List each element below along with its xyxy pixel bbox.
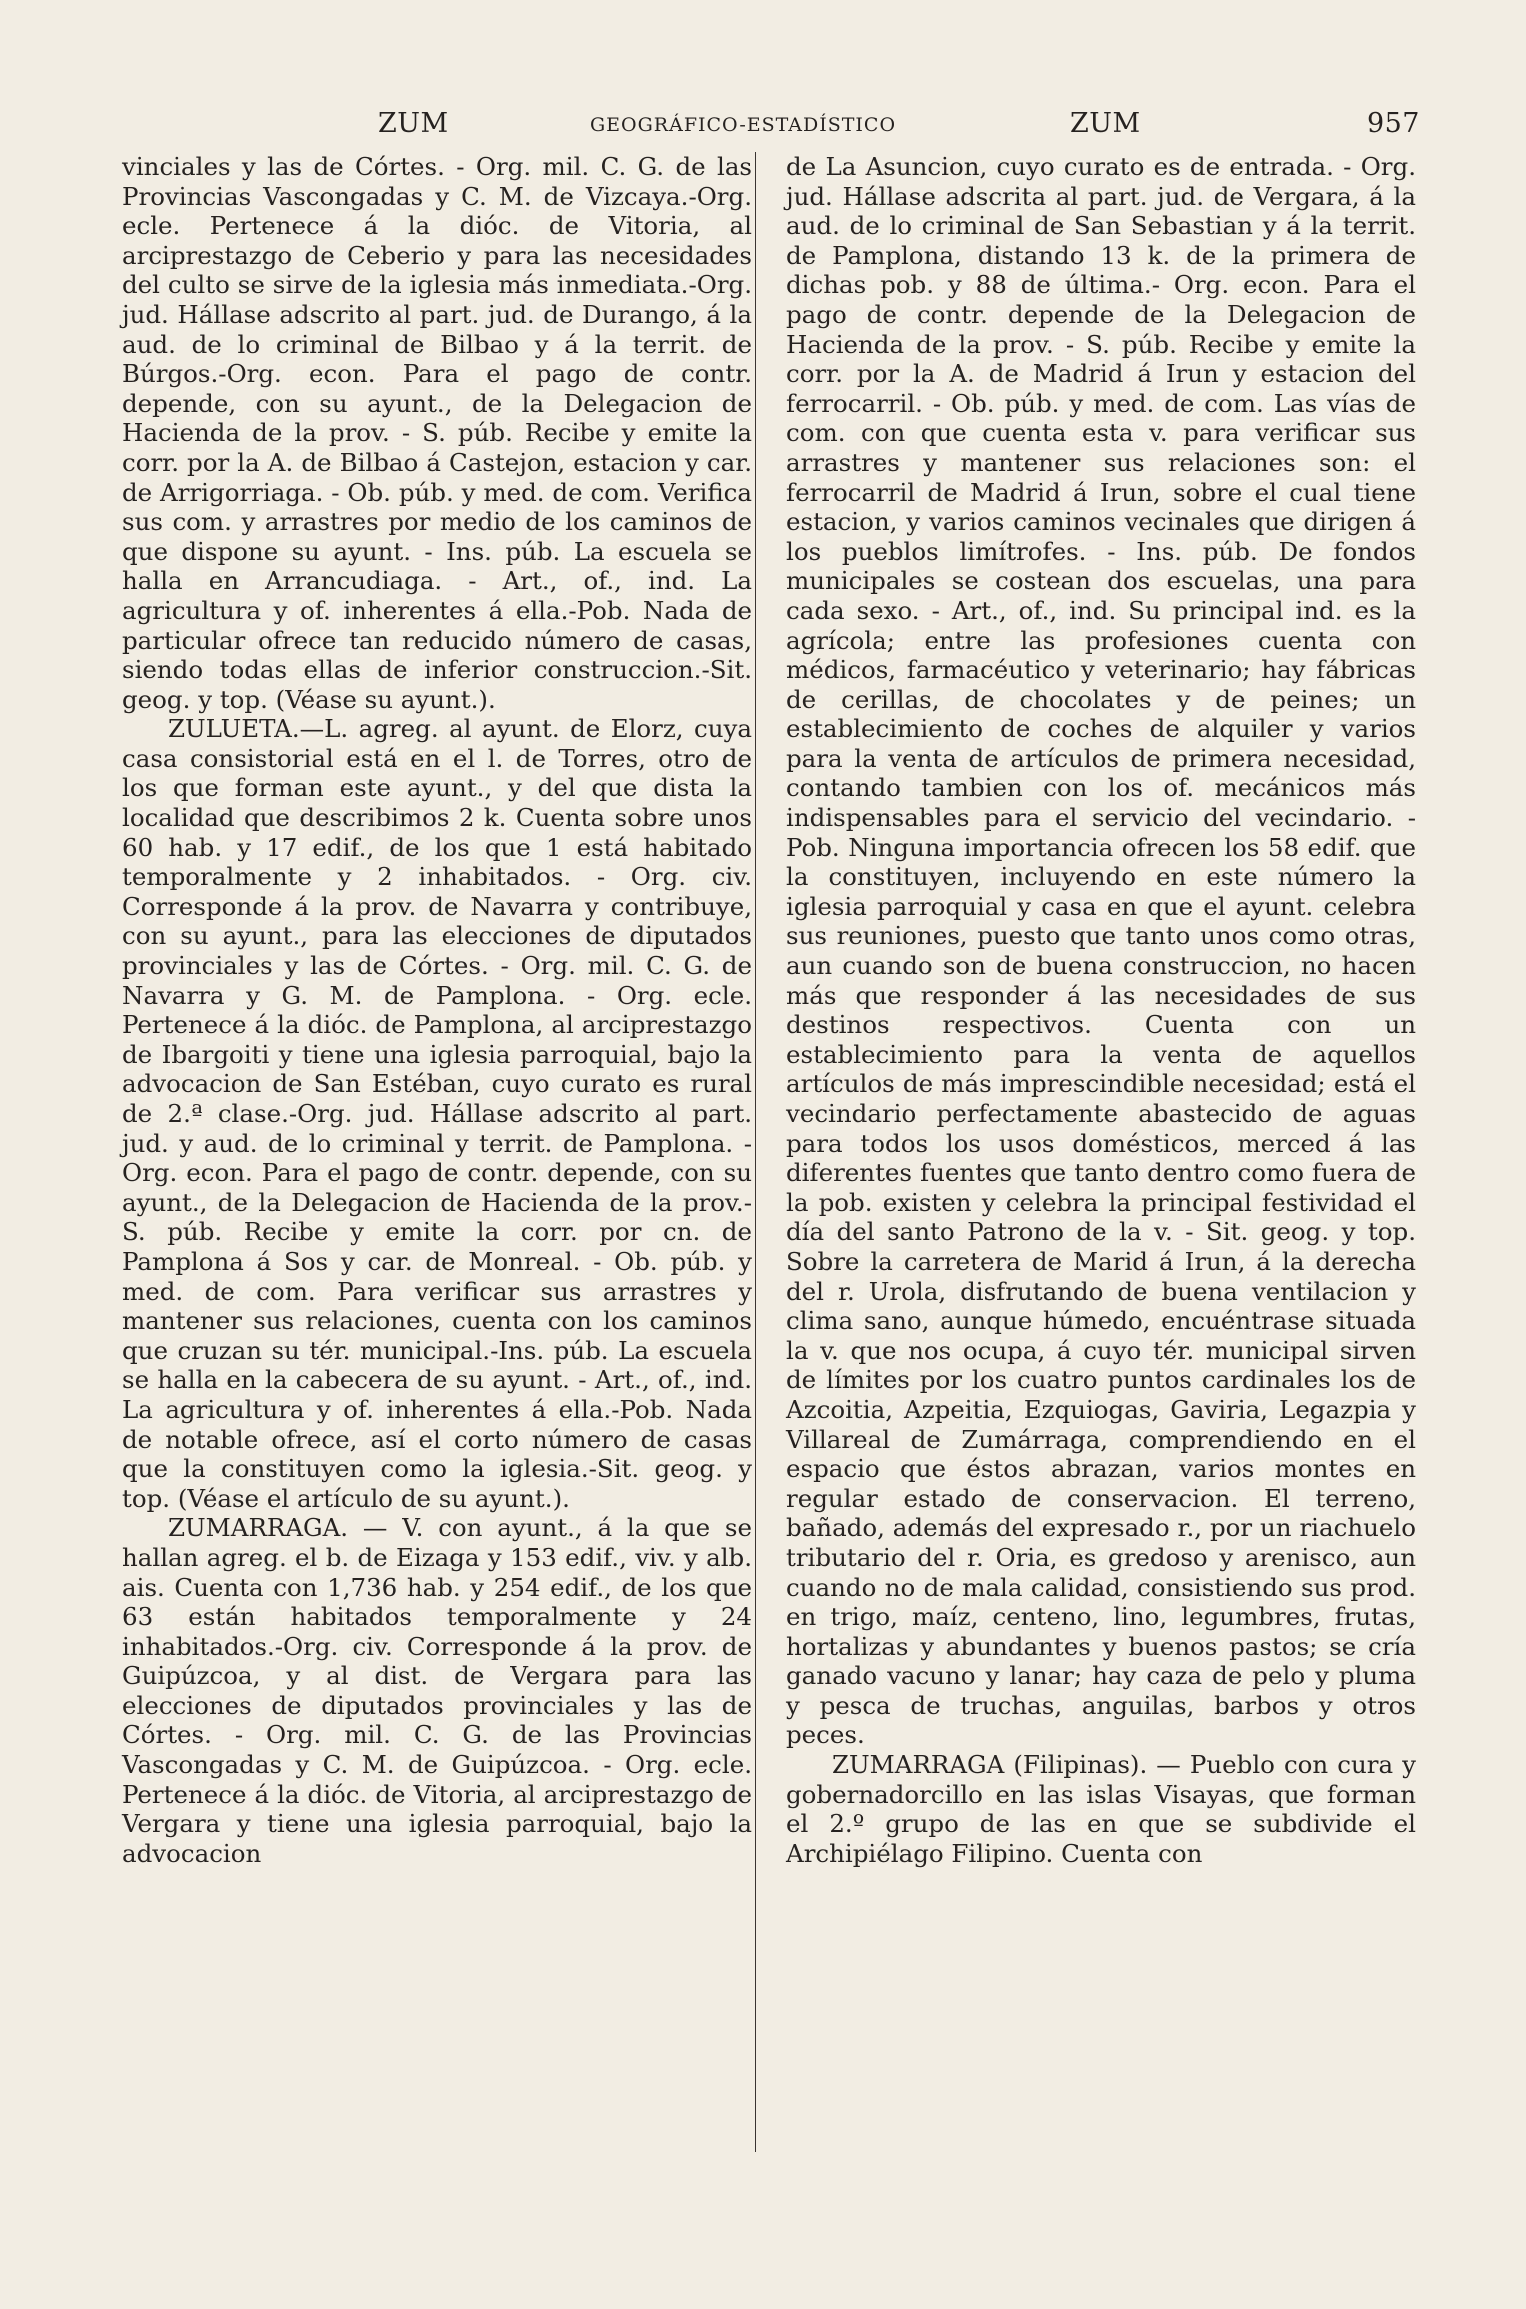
- entry-zumarraga: ZUMARRAGA. — V. con ayunt., á la que se hallan agreg. el b. de Eizaga y 153 edif., viv. y alb. ais. Cuenta con 1,736 hab. y 254 edif., de los que 63 están habitados temporalmente y 24 inhabitados.-Org. civ. Corresponde á la prov. de Guipúzcoa, y al dist. de Vergara para las elecciones de diputados provinciales y las de Córtes. - Org. mil. C. G. de las Provincias Vascongadas y C. M. de Guipúzcoa. - Org. ecle. Pertenece á la dióc. de Vitoria, al arciprestazgo de Vergara y tiene una iglesia parroquial, bajo la advocacion: [122, 1513, 752, 1868]
- entry-continuation: vinciales y las de Córtes. - Org. mil. C. G. de las Provincias Vascongadas y C. M. de Vizcaya.-Org. ecle. Pertenece á la dióc. de Vitoria, al arciprestazgo de Ceberio y para las necesidades del culto se sirve de la iglesia más inmediata.-Org. jud. Hállase adscrito al part. jud. de Durango, á la aud. de lo criminal de Bilbao y á la territ. de Búrgos.-Org. econ. Para el pago de contr. depende, con su ayunt., de la Delegacion de Hacienda de la prov. - S. púb. Recibe y emite la corr. por la A. de Bilbao á Castejon, estacion y car. de Arrigorriaga. - Ob. púb. y med. de com. Verifica sus com. y arrastres por medio de los caminos de que dispone su ayunt. - Ins. púb. La escuela se halla en Arrancudiaga. - Art., of., ind. La agricultura y of. inherentes á ella.-Pob. Nada de particular ofrece tan reducido número de casas, siendo todas ellas de inferior construccion.-Sit. geog. y top. (Véase su ayunt.).: [122, 152, 752, 714]
- header-left-word: ZUM: [378, 108, 449, 139]
- entry-zumarraga-continued: de La Asuncion, cuyo curato es de entrada. - Org. jud. Hállase adscrita al part. jud. de Vergara, á la aud. de lo criminal de San Sebastian y á la territ. de Pamplona, distando 13 k. de la primera de dichas pob. y 88 de última.- Org. econ. Para el pago de contr. depende de la Delegacion de Hacienda de la prov. - S. púb. Recibe y emite la corr. por la A. de Madrid á Irun y estacion del ferrocarril. - Ob. púb. y med. de com. Las vías de com. con que cuenta esta v. para verificar sus arrastres y mantener sus relaciones son: el ferrocarril de Madrid á Irun, sobre el cual tiene estacion, y varios caminos vecinales que dirigen á los pueblos limítrofes. - Ins. púb. De fondos municipales se costean dos escuelas, una para cada sexo. - Art., of., ind. Su principal ind. es la agrícola; entre las profesiones cuenta con médicos, farmacéutico y veterinario; hay fábricas de cerillas, de chocolates y de peines; un establecimiento de coches de alquiler y varios para la venta de artículos de primera necesidad, contando tambien con los of. mecánicos más indispensables para el servicio del vecindario. - Pob. Ninguna importancia ofrecen los 58 edif. que la constituyen, incluyendo en este número la iglesia parroquial y casa en que el ayunt. celebra sus reuniones, puesto que tanto unos como otras, aun cuando son de buena construccion, no hacen más que responder á las necesidades de sus destinos respectivos. Cuenta con un establecimiento para la venta de aquellos artículos de más imprescindible necesidad; está el vecindario perfectamente abastecido de aguas para todos los usos domésticos, merced á las diferentes fuentes que tanto dentro como fuera de la pob. existen y celebra la principal festividad el día del santo Patrono de la v. - Sit. geog. y top. Sobre la carretera de Marid á Irun, á la derecha del r. Urola, disfrutando de buena ventilacion y clima sano, aunque húmedo, encuéntrase situada la v. que nos ocupa, á cuyo tér. municipal sirven de límites por los cuatro puntos cardinales los de Azcoitia, Azpeitia, Ezquiogas, Gaviria, Legazpia y Villareal de Zumárraga, comprendiendo en el espacio que éstos abrazan, varios montes en regular estado de conservacion. El terreno, bañado, además del expresado r., por un riachuelo tributario del r. Oria, es gredoso y arenisco, aun cuando no de mala calidad, consistiendo sus prod. en trigo, maíz, centeno, lino, legumbres, frutas, hortalizas y abundantes y buenos pastos; se cría ganado vacuno y lanar; hay caza de pelo y pluma y pesca de truchas, anguilas, barbos y otros peces.: [786, 152, 1416, 1750]
- page-number: 957: [1366, 108, 1420, 139]
- entry-zulueta: ZULUETA.—L. agreg. al ayunt. de Elorz, cuya casa consistorial está en el l. de Torres, otro de los que forman este ayunt., y del que dista la localidad que describimos 2 k. Cuenta sobre unos 60 hab. y 17 edif., de los que 1 está habitado temporalmente y 2 inhabitados. - Org. civ. Corresponde á la prov. de Navarra y contribuye, con su ayunt., para las elecciones de diputados provinciales y las de Córtes. - Org. mil. C. G. de Navarra y G. M. de Pamplona. - Org. ecle. Pertenece á la dióc. de Pamplona, al arciprestazgo de Ibargoiti y tiene una iglesia parroquial, bajo la advocacion de San Estéban, cuyo curato es rural de 2.ª clase.-Org. jud. Hállase adscrito al part. jud. y aud. de lo criminal y territ. de Pamplona. - Org. econ. Para el pago de contr. depende, con su ayunt., de la Delegacion de Hacienda de la prov.- S. púb. Recibe y emite la corr. por cn. de Pamplona á Sos y car. de Monreal. - Ob. púb. y med. de com. Para verificar sus arrastres y mantener sus relaciones, cuenta con los caminos que cruzan su tér. municipal.-Ins. púb. La escuela se halla en la cabecera de su ayunt. - Art., of., ind. La agricultura y of. inherentes á ella.-Pob. Nada de notable ofrece, así el corto número de casas que la constituyen como la iglesia.-Sit. geog. y top. (Véase el artículo de su ayunt.).: [122, 714, 752, 1513]
- running-header: [120, 108, 1420, 142]
- header-right-word: ZUM: [1070, 108, 1141, 139]
- header-center-title: GEOGRÁFICO-ESTADÍSTICO: [590, 114, 897, 136]
- column-divider: [755, 152, 756, 2152]
- entry-zumarraga-filipinas: ZUMARRAGA (Filipinas). — Pueblo con cura y gobernadorcillo en las islas Visayas, que forman el 2.º grupo de las en que se subdivide el Archipiélago Filipino. Cuenta con: [786, 1750, 1416, 1868]
- left-column: [122, 152, 752, 1868]
- right-column: [786, 152, 1416, 1868]
